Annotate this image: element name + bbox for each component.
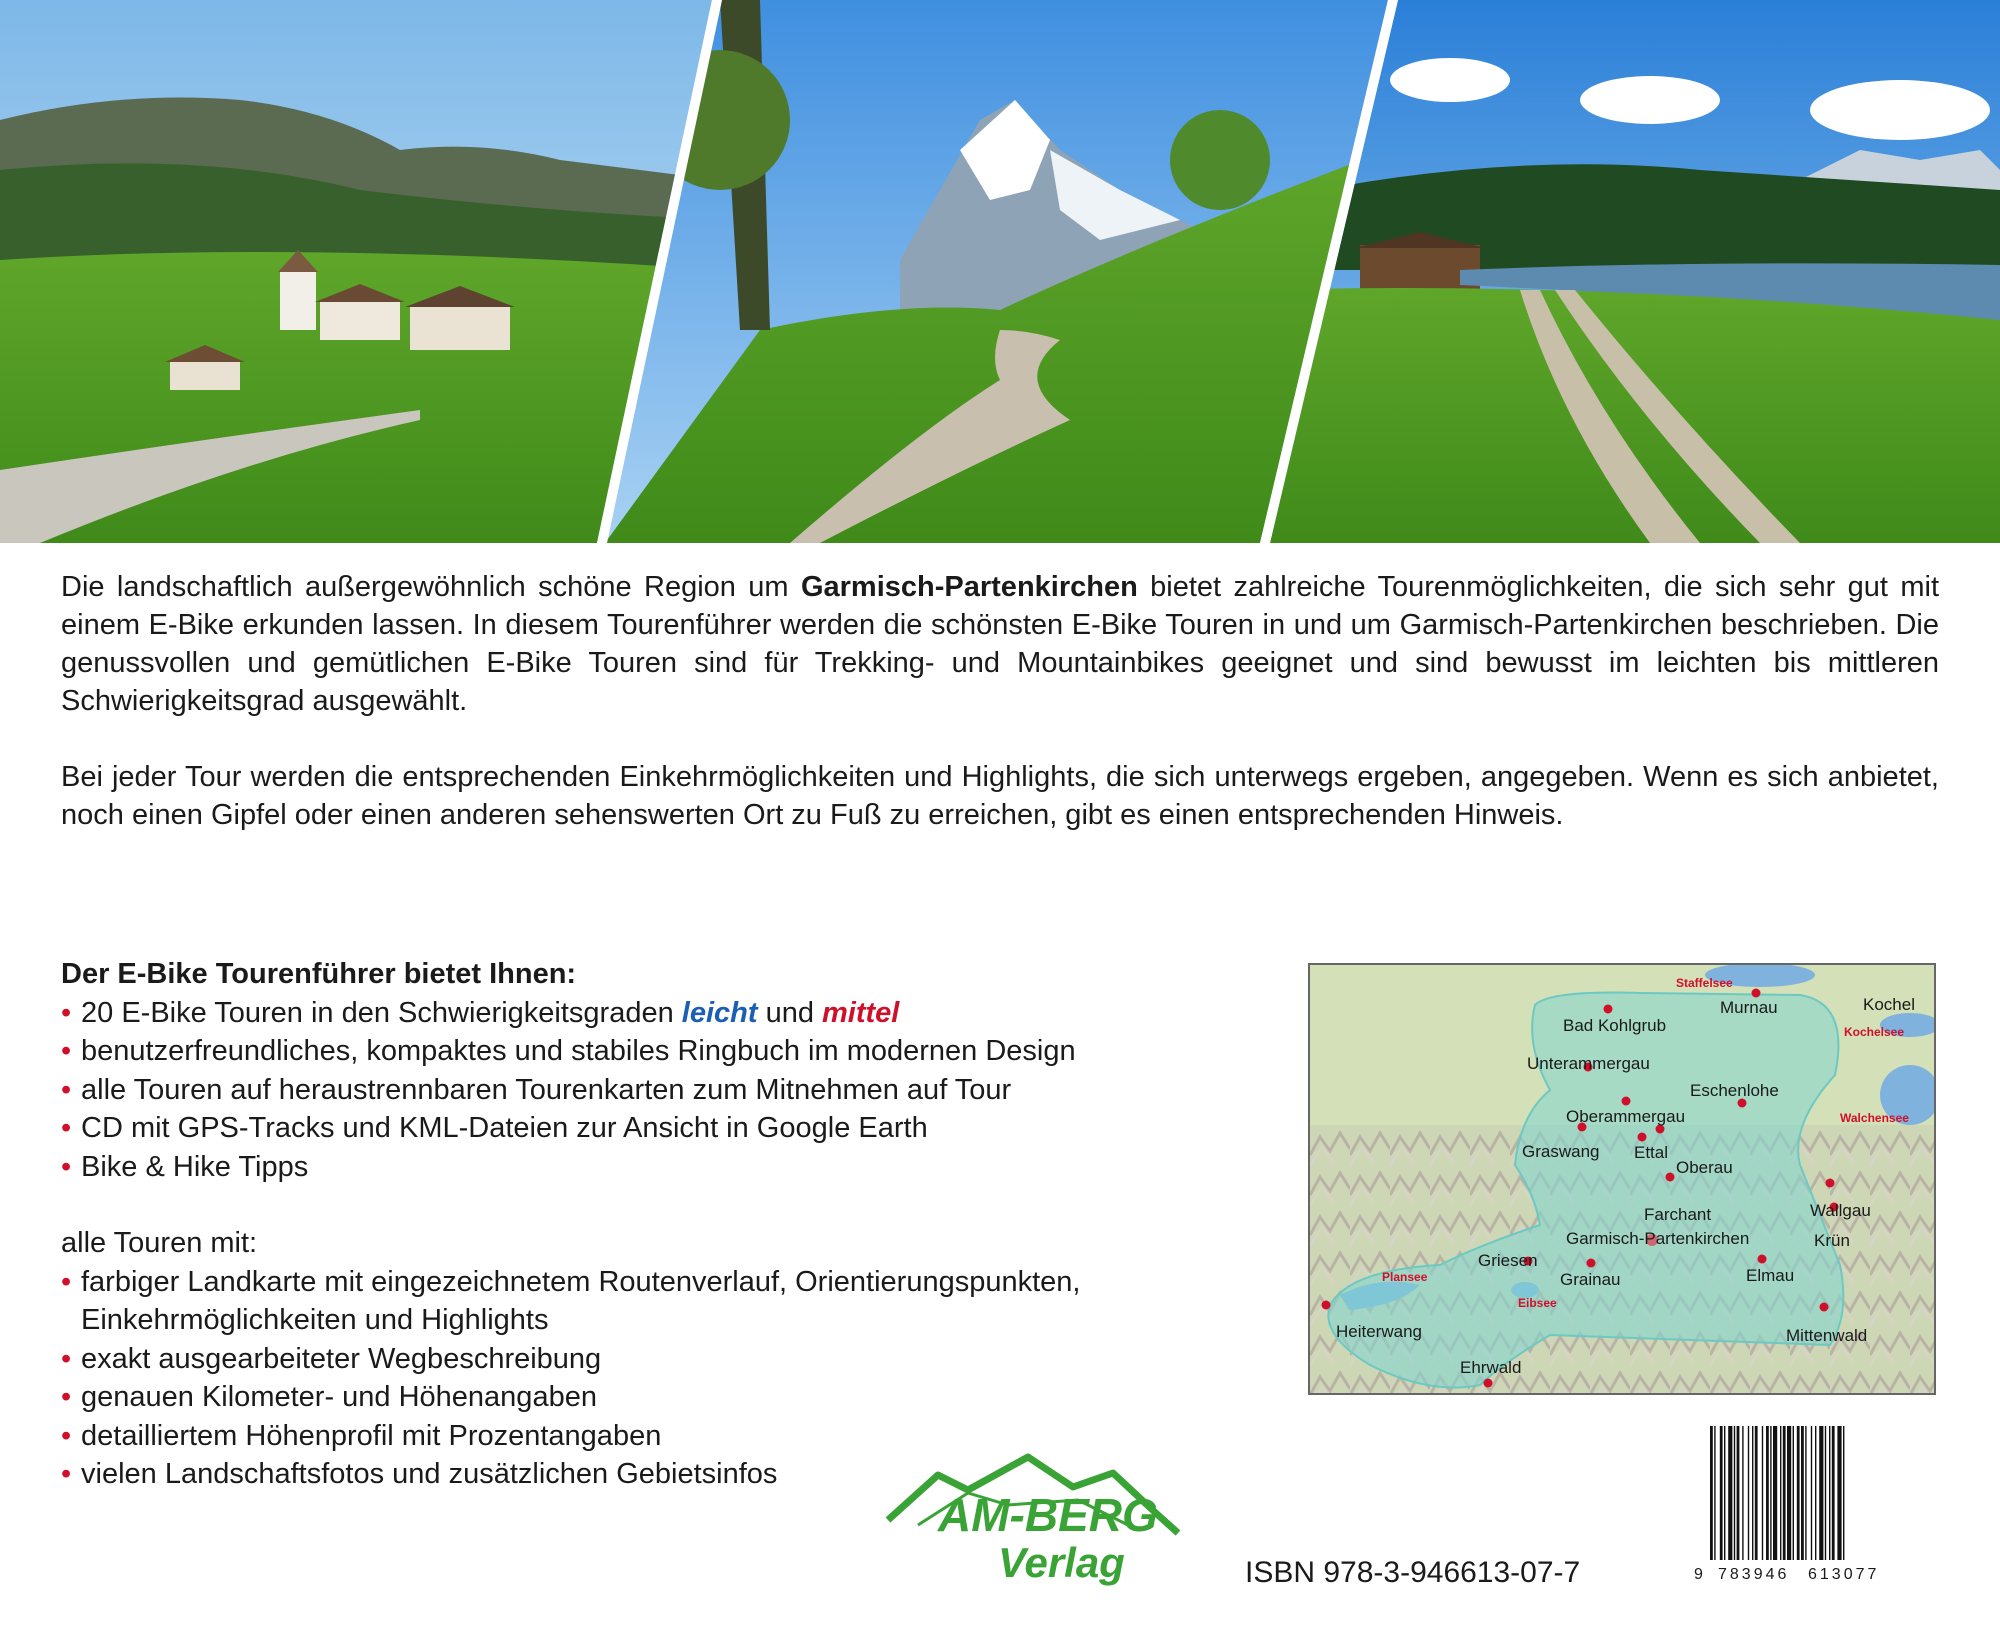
barcode-bar — [1780, 1426, 1781, 1560]
intro-paragraph-2: Bei jeder Tour werden die entsprechenden Einkehrmöglichkeiten und Highlights, die sich unterwegs ergeben, angegeben. Wenn es sich anbietet, noch einen Gipfel oder einen anderen sehenswerten Ort zu Fuß zu erreichen, gibt es einen entsprechenden Hinweis. — [61, 761, 1939, 831]
dot-ehrwald — [1484, 1379, 1493, 1388]
barcode-bar — [1714, 1426, 1715, 1560]
dot-grainau — [1587, 1259, 1596, 1268]
label-griesen: Griesen — [1478, 1251, 1538, 1270]
barcode-bar — [1837, 1426, 1841, 1560]
barcode-bar — [1773, 1426, 1777, 1560]
label-heiterwang: Heiterwang — [1336, 1322, 1422, 1341]
list-item-text: und — [757, 996, 823, 1029]
list-item — [61, 994, 1241, 1033]
isbn-text: ISBN 978-3-946613-07-7 — [1245, 1556, 1581, 1589]
logo-am-berg: AM-BERG — [938, 1489, 1158, 1541]
list-item: • Bike & Hike Tipps — [61, 1148, 1241, 1187]
barcode-bar — [1742, 1426, 1743, 1560]
features-heading: Der E-Bike Tourenführer bietet Ihnen: — [61, 958, 577, 990]
photo-lake — [1270, 0, 2000, 543]
photo-strip — [0, 0, 2000, 543]
barcode-bar — [1783, 1426, 1786, 1560]
difficulty-mittel: mittel — [822, 996, 900, 1029]
barcode-bar — [1728, 1426, 1732, 1560]
label-grainau: Grainau — [1560, 1270, 1621, 1289]
list-item: • detailliertem Höhenprofil mit Prozentangaben — [61, 1417, 1241, 1456]
barcode-digits-left: 783946 — [1718, 1566, 1790, 1582]
dot-elmau — [1758, 1255, 1767, 1264]
logo-verlag: Verlag — [998, 1539, 1125, 1586]
label-mittenwald: Mittenwald — [1786, 1326, 1868, 1345]
barcode-digits-right: 613077 — [1808, 1566, 1880, 1582]
label-kochel: Kochel — [1863, 995, 1915, 1014]
dot-farchant — [1666, 1173, 1675, 1182]
difficulty-leicht: leicht — [681, 996, 758, 1029]
barcode — [1690, 1422, 1910, 1582]
label-garmisch: Garmisch-Partenkirchen — [1566, 1229, 1750, 1248]
list-item: • vielen Landschaftsfotos und zusätzlichen Gebietsinfos — [61, 1455, 1241, 1494]
barcode-bar — [1825, 1426, 1826, 1560]
intro-text — [61, 568, 1939, 872]
barcode-bar — [1770, 1426, 1771, 1560]
features-list — [61, 994, 1241, 1187]
list-item: • alle Touren auf heraustrennbaren Tourenkarten zum Mitnehmen auf Tour — [61, 1071, 1241, 1110]
label-eschenlohe: Eschenlohe — [1690, 1081, 1779, 1100]
label-oberau: Oberau — [1676, 1158, 1733, 1177]
list-item: • genauen Kilometer- und Höhenangaben — [61, 1378, 1241, 1417]
label-staffelsee: Staffelsee — [1676, 976, 1733, 990]
barcode-svg — [1690, 1422, 1910, 1582]
label-graswang: Graswang — [1522, 1142, 1600, 1161]
region-map — [1308, 963, 1936, 1395]
barcode-bar — [1805, 1426, 1806, 1560]
barcode-bar — [1724, 1426, 1725, 1560]
list-item: • farbiger Landkarte mit eingezeichnetem Routenverlauf, Orientierungspunkten, Einkehrmöglichkeiten und Highlights — [61, 1263, 1241, 1340]
label-oberammergau: Oberammergau — [1566, 1107, 1686, 1126]
publisher-logo — [878, 1445, 1218, 1591]
label-bad-kohlgrub: Bad Kohlgrub — [1563, 1016, 1667, 1035]
list-item: • benutzerfreundliches, kompaktes und stabiles Ringbuch im modernen Design — [61, 1032, 1241, 1071]
landscape-photos — [0, 0, 2000, 543]
region-map-svg — [1310, 965, 1936, 1395]
barcode-bar — [1734, 1426, 1735, 1560]
list-item: • CD mit GPS-Tracks und KML-Dateien zur Ansicht in Google Earth — [61, 1109, 1241, 1148]
label-kruen: Krün — [1814, 1231, 1850, 1250]
barcode-bar — [1710, 1426, 1713, 1560]
barcode-bar — [1832, 1426, 1835, 1560]
barcode-bar — [1811, 1426, 1812, 1560]
barcode-bar — [1829, 1426, 1830, 1560]
intro-text-part: bietet zahlreiche Tourenmöglichkeiten, die sich sehr gut mit einem E-Bike erkunden lassen. In diesem Tourenführer werden die schönsten E-Bike Touren in und um Garmisch-Partenkirchen beschrieben. Die genussvollen und gemütlichen E-Bike Touren sind für Trekking- und Mountainbikes geeignet und sind bewusst im leichten bis mittleren Schwierigkeitsgrad ausgewählt. — [61, 571, 1939, 717]
barcode-bar — [1762, 1426, 1763, 1560]
barcode-bar — [1815, 1426, 1816, 1560]
dot-heiterwang — [1322, 1301, 1331, 1310]
label-eibsee: Eibsee — [1518, 1296, 1557, 1310]
barcode-bar — [1720, 1426, 1723, 1560]
label-kochelsee: Kochelsee — [1844, 1025, 1905, 1039]
label-plansee: Plansee — [1382, 1270, 1428, 1284]
barcode-bar — [1793, 1426, 1794, 1560]
label-farchant: Farchant — [1644, 1205, 1712, 1224]
dot-murnau — [1752, 989, 1761, 998]
label-ettal: Ettal — [1634, 1143, 1669, 1162]
barcode-bar — [1843, 1426, 1844, 1560]
barcode-bars — [1710, 1426, 1844, 1560]
region-name: Garmisch-Partenkirchen — [800, 571, 1138, 603]
barcode-bar — [1801, 1426, 1804, 1560]
dot-bad-kohlgrub — [1604, 1005, 1613, 1014]
label-walchensee: Walchensee — [1840, 1111, 1909, 1125]
barcode-bar — [1752, 1426, 1753, 1560]
list-item: • exakt ausgearbeiteter Wegbeschreibung — [61, 1340, 1241, 1379]
barcode-bar — [1755, 1426, 1758, 1560]
barcode-bar — [1766, 1426, 1769, 1560]
label-wallgau: Wallgau — [1810, 1201, 1871, 1220]
dot-wallgau — [1826, 1179, 1835, 1188]
label-unterammergau: Unterammergau — [1527, 1054, 1650, 1073]
label-ehrwald: Ehrwald — [1460, 1358, 1522, 1377]
dot-mittenwald — [1820, 1303, 1829, 1312]
barcode-bar — [1819, 1426, 1823, 1560]
list-item-text: 20 E-Bike Touren in den Schwierigkeitsgraden — [81, 996, 682, 1029]
am-berg-logo — [878, 1445, 1218, 1591]
dot-oberammergau — [1622, 1097, 1631, 1106]
intro-paragraph-1 — [61, 568, 1939, 720]
dot-ettal — [1638, 1133, 1647, 1142]
intro-text-part: Die landschaftlich außergewöhnlich schöne Region um — [61, 571, 801, 603]
sub-heading: alle Touren mit: — [61, 1227, 258, 1259]
barcode-bar — [1737, 1426, 1740, 1560]
features-section — [61, 955, 1241, 1494]
label-murnau: Murnau — [1720, 998, 1778, 1017]
barcode-bar — [1797, 1426, 1800, 1560]
photo-village — [0, 0, 720, 543]
label-elmau: Elmau — [1746, 1266, 1795, 1285]
barcode-digit-first: 9 — [1694, 1566, 1703, 1582]
barcode-bar — [1787, 1426, 1791, 1560]
barcode-bar — [1748, 1426, 1749, 1560]
